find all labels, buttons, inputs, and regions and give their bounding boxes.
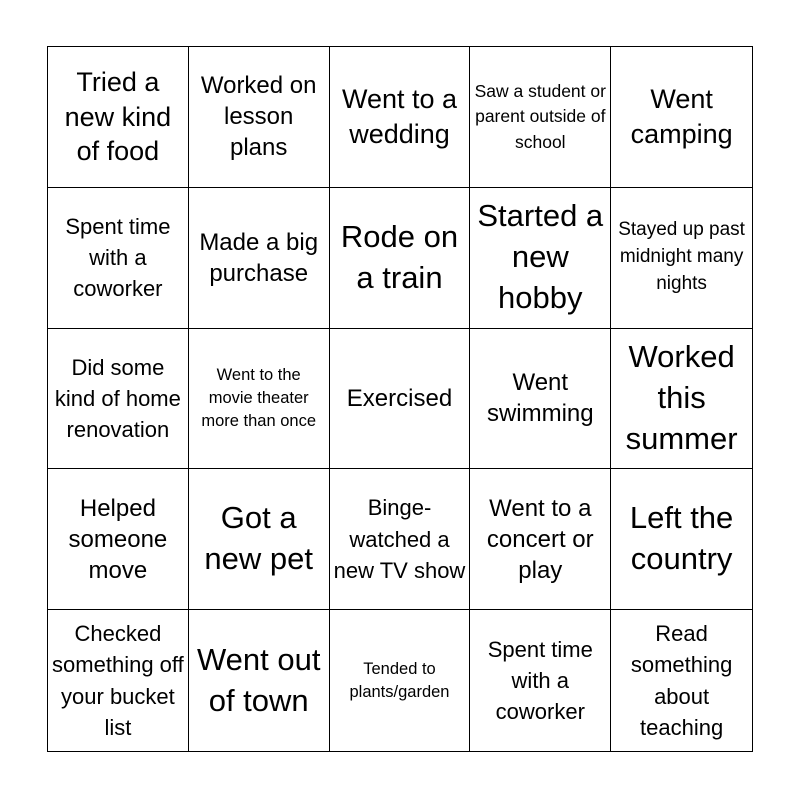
bingo-cell-text: Left the country xyxy=(629,500,734,577)
bingo-cell-text: Tried a new kind of food xyxy=(64,67,172,167)
bingo-cell[interactable] xyxy=(611,610,752,751)
bingo-cell[interactable] xyxy=(611,469,752,610)
bingo-cell-text: Went to a concert or play xyxy=(486,494,594,584)
bingo-cell-text: Saw a student or parent outside of school xyxy=(474,80,606,152)
bingo-cell[interactable] xyxy=(470,329,611,470)
bingo-cell[interactable] xyxy=(48,188,189,329)
bingo-cell-text: Stayed up past midnight many nights xyxy=(618,219,745,295)
bingo-cell[interactable] xyxy=(189,469,330,610)
bingo-cell[interactable] xyxy=(470,469,611,610)
bingo-cell-text: Went to a wedding xyxy=(341,84,458,149)
bingo-cell-text: Did some kind of home renovation xyxy=(54,354,181,443)
bingo-cell[interactable] xyxy=(330,329,471,470)
bingo-cell[interactable] xyxy=(189,610,330,751)
bingo-cell-text: Helped someone move xyxy=(68,494,168,584)
bingo-cell-text: Tended to plants/garden xyxy=(349,659,450,701)
bingo-cell-text: Rode on a train xyxy=(340,218,459,295)
bingo-cell-text: Made a big purchase xyxy=(199,228,319,287)
bingo-cell-text: Started a new hobby xyxy=(477,198,604,316)
bingo-cell-text: Read something about teaching xyxy=(630,621,733,740)
bingo-cell-text: Worked on lesson plans xyxy=(200,72,317,162)
bingo-cell[interactable] xyxy=(48,469,189,610)
bingo-cell[interactable] xyxy=(189,188,330,329)
bingo-cell[interactable] xyxy=(470,188,611,329)
bingo-cell[interactable] xyxy=(611,188,752,329)
bingo-cell-text: Exercised xyxy=(346,384,453,412)
bingo-cell[interactable] xyxy=(330,469,471,610)
bingo-cell[interactable] xyxy=(330,188,471,329)
bingo-cell-text: Spent time with a coworker xyxy=(487,636,593,725)
bingo-cell-text: Checked something off your bucket list xyxy=(52,621,184,740)
bingo-board xyxy=(47,46,753,752)
bingo-cell[interactable] xyxy=(470,47,611,188)
bingo-cell-text: Spent time with a coworker xyxy=(65,213,171,302)
bingo-cell[interactable] xyxy=(48,610,189,751)
bingo-cell[interactable] xyxy=(470,610,611,751)
bingo-cell-text: Worked this summer xyxy=(625,339,738,456)
bingo-cell[interactable] xyxy=(48,47,189,188)
bingo-cell[interactable] xyxy=(611,329,752,470)
bingo-cell-text: Went camping xyxy=(630,84,733,149)
bingo-cell[interactable] xyxy=(189,329,330,470)
bingo-cell[interactable] xyxy=(330,47,471,188)
bingo-cell[interactable] xyxy=(48,329,189,470)
bingo-cell[interactable] xyxy=(330,610,471,751)
bingo-cell-text: Went swimming xyxy=(486,369,594,428)
bingo-cell-text: Got a new pet xyxy=(204,500,313,577)
bingo-cell[interactable] xyxy=(189,47,330,188)
bingo-cell-text: Binge-watched a new TV show xyxy=(333,495,466,583)
bingo-cell-text: Went to the movie theater more than once xyxy=(201,365,317,431)
bingo-cell[interactable] xyxy=(611,47,752,188)
bingo-cell-text: Went out of town xyxy=(196,641,321,718)
